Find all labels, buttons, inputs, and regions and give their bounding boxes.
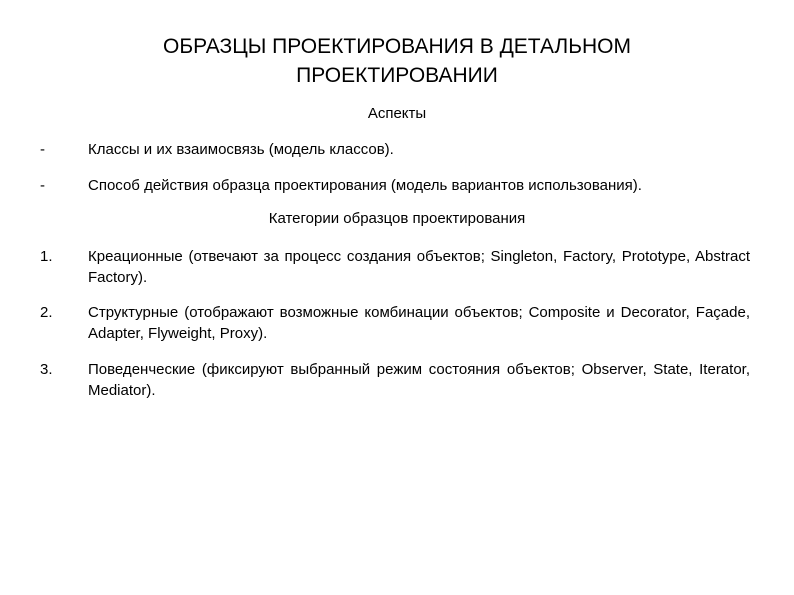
slide-title (100, 32, 694, 90)
category-item-number: 3. (40, 361, 53, 378)
slide-title-line-1: ОБРАЗЦЫ ПРОЕКТИРОВАНИЯ В ДЕТАЛЬНОМ (163, 35, 631, 58)
category-item-number: 1. (40, 248, 53, 265)
slide-title-line-2: ПРОЕКТИРОВАНИИ (296, 64, 498, 87)
aspect-item-marker: - (40, 177, 45, 194)
category-item-text: Креационные (отвечают за процесс создания объектов; Singleton, Factory, Prototype, Abstract Factory). (88, 248, 750, 286)
category-item-text: Структурные (отображают возможные комбинации объектов; Composite и Decorator, Façade, Adapter, Flyweight, Proxy). (88, 304, 750, 342)
categories-heading: Категории образцов проектирования (268, 210, 526, 227)
aspects-heading: Аспекты (367, 105, 427, 122)
aspect-item-marker: - (40, 141, 45, 158)
category-item-number: 2. (40, 304, 53, 321)
aspect-item-text: Классы и их взаимосвязь (модель классов). (88, 141, 394, 158)
category-item-text: Поведенческие (фиксируют выбранный режим состояния объектов; Observer, State, Iterator, Mediator). (88, 361, 750, 399)
aspect-item-text: Способ действия образца проектирования (модель вариантов использования). (88, 177, 642, 194)
